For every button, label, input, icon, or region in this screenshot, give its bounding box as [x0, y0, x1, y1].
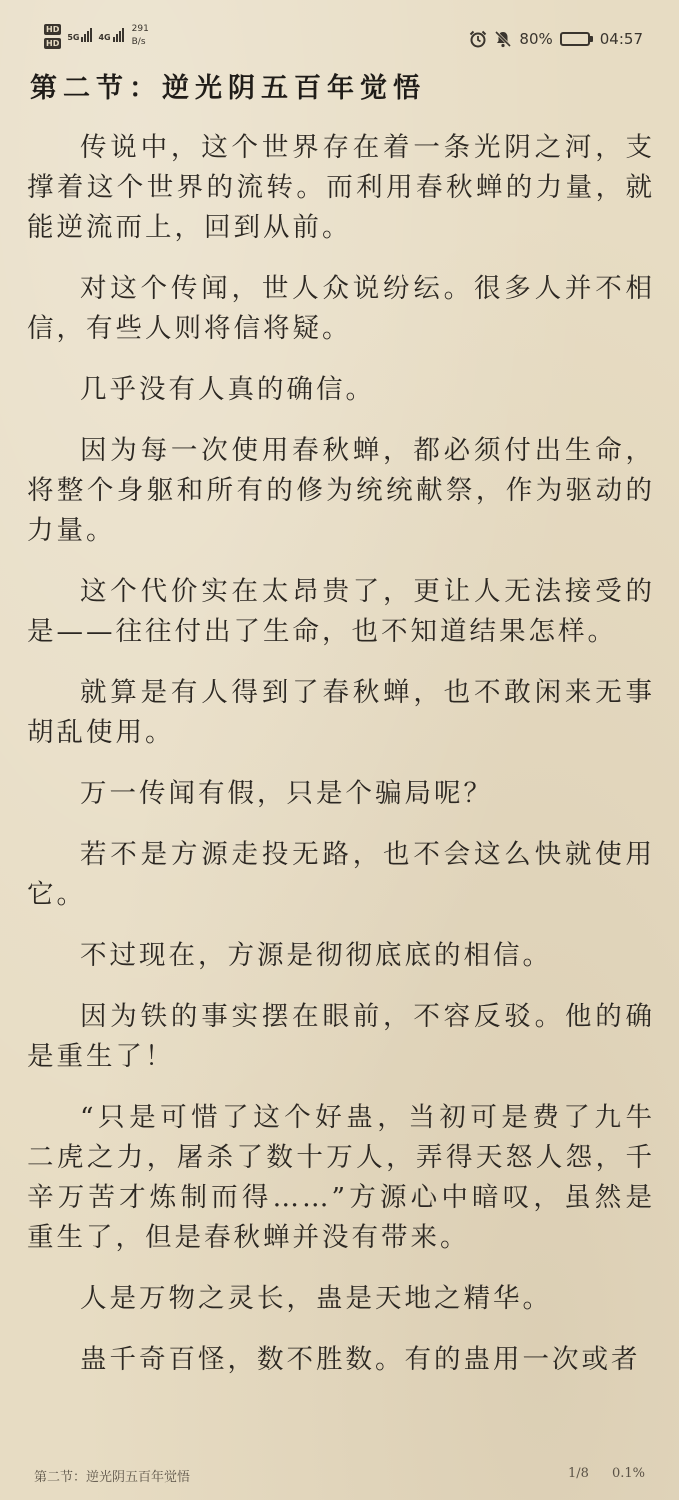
- reading-content[interactable]: [27, 128, 655, 1453]
- status-bar-left: [44, 24, 149, 49]
- hd-badge-1: HD: [46, 25, 60, 34]
- clock: 04:57: [599, 30, 643, 48]
- network-speed-value: 291: [131, 24, 149, 34]
- network-type-1: 5G: [67, 33, 80, 42]
- paragraph: 因为铁的事实摆在眼前，不容反驳。他的确是重生了！: [27, 1001, 655, 1072]
- paragraph: 这个代价实在太昂贵了，更让人无法接受的是——往往付出了生命，也不知道结果怎样。: [27, 576, 655, 647]
- network-speed: [130, 24, 149, 47]
- paragraph: 蛊千奇百怪，数不胜数。有的蛊用一次或者: [80, 1344, 641, 1375]
- paragraph: 若不是方源走投无路，也不会这么快就使用它。: [27, 839, 655, 910]
- battery-icon: [560, 32, 593, 46]
- paragraph: “只是可惜了这个好蛊，当初可是费了九牛二虎之力，屠杀了数十万人，弄得天怒人怨，千辛万苦才炼制而得……”方源心中暗叹，虽然是重生了，但是春秋蝉并没有带来。: [27, 1102, 655, 1253]
- volte-indicators: [44, 24, 61, 49]
- paragraph: 就算是有人得到了春秋蝉，也不敢闲来无事胡乱使用。: [27, 677, 655, 748]
- paragraph: 对这个传闻，世人众说纷纭。很多人并不相信，有些人则将信将疑。: [27, 273, 655, 344]
- paragraph: 传说中，这个世界存在着一条光阴之河，支撑着这个世界的流转。而利用春秋蝉的力量，就能逆流而上，回到从前。: [27, 132, 655, 243]
- paragraph: 万一传闻有假，只是个骗局呢？: [80, 778, 493, 809]
- paragraph: 几乎没有人真的确信。: [80, 374, 375, 405]
- mute-icon: [494, 30, 512, 48]
- signal-2: [98, 26, 123, 42]
- alarm-icon: [469, 30, 487, 48]
- footer-chapter-title: 第二节：逆光阴五百年觉悟: [34, 1470, 191, 1485]
- paragraph: 因为每一次使用春秋蝉，都必须付出生命，将整个身躯和所有的修为统统献祭，作为驱动的力量。: [27, 435, 655, 546]
- paragraph: 人是万物之灵长，蛊是天地之精华。: [80, 1283, 552, 1314]
- signal-1: [67, 26, 92, 42]
- status-bar: [0, 0, 679, 64]
- chapter-title: 第二节：逆光阴五百年觉悟: [30, 73, 426, 104]
- reader-footer: [0, 1466, 679, 1490]
- signal-bars-icon: [81, 26, 92, 42]
- paragraph: 不过现在，方源是彻彻底底的相信。: [80, 940, 552, 971]
- signal-bars-icon: [113, 26, 124, 42]
- page-indicator: 1/8: [568, 1466, 589, 1481]
- battery-percent: 80%: [519, 30, 553, 48]
- network-speed-unit: B/s: [131, 37, 146, 47]
- progress-percent: 0.1%: [612, 1466, 646, 1481]
- network-type-2: 4G: [98, 33, 111, 42]
- hd-badge-2: HD: [46, 39, 60, 48]
- status-bar-right: [469, 30, 643, 48]
